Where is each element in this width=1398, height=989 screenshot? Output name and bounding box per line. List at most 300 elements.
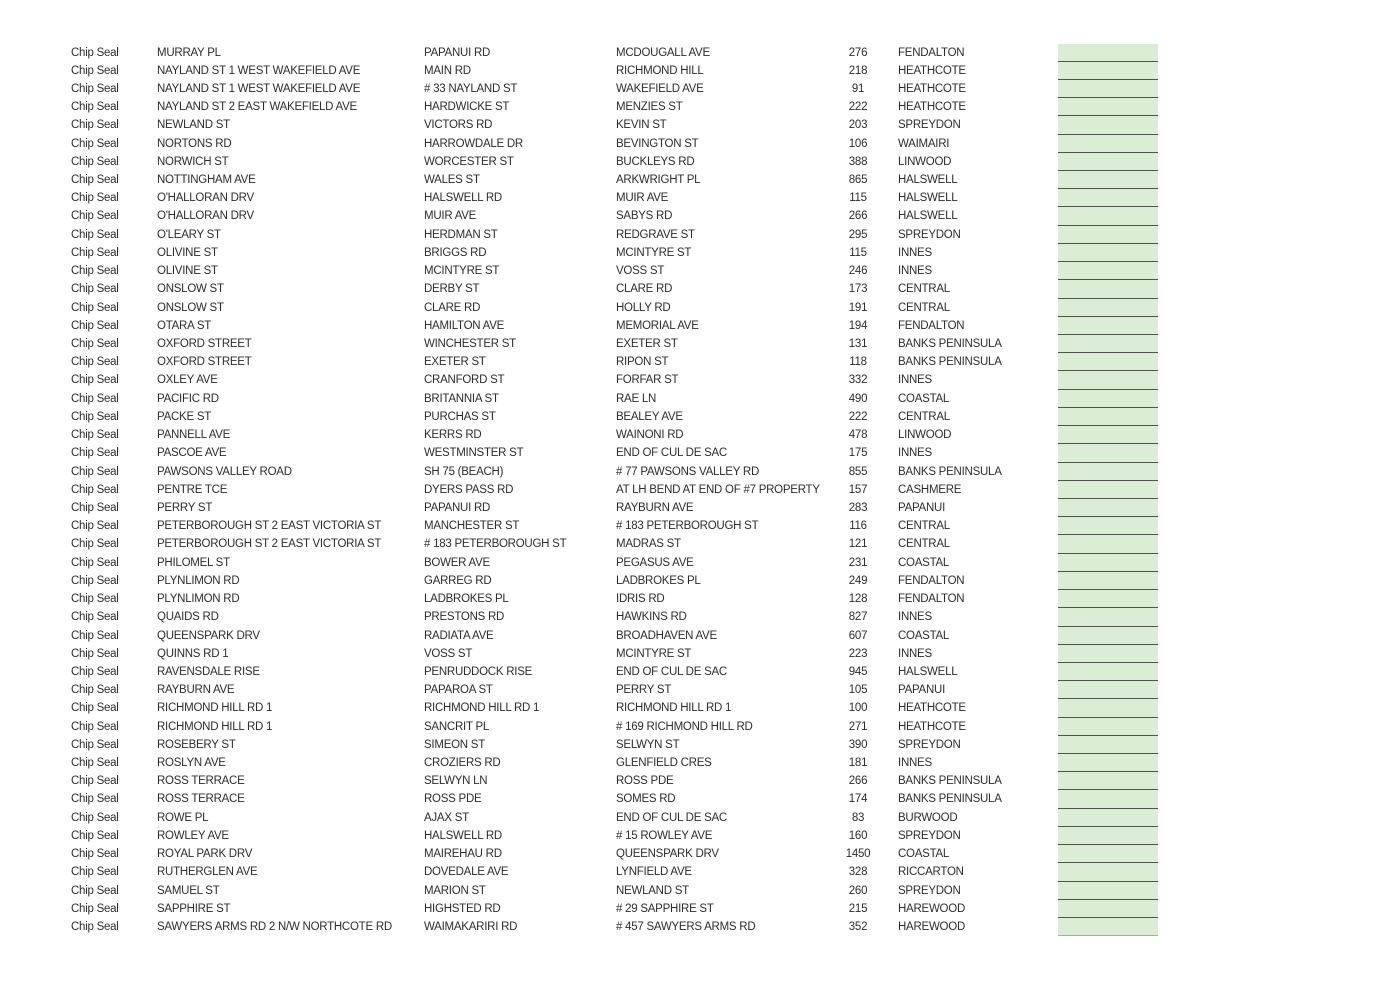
signoff-field[interactable] [1058,189,1158,207]
cell-location: RICHMOND HILL RD 1 [157,702,273,715]
cell-location: PACKE ST [157,410,212,423]
cell-length: 105 [848,684,868,697]
cell-to: RAYBURN AVE [616,501,694,514]
signoff-field[interactable] [1058,408,1158,426]
cell-activity: Chip Seal [71,228,119,241]
cell-location: ONSLOW ST [157,301,224,314]
cell-area: COASTAL [898,556,950,569]
table-row [71,645,1158,663]
cell-to: MCINTYRE ST [616,647,692,660]
cell-from: HAMILTON AVE [424,319,505,332]
table-row [71,827,1158,845]
signoff-field[interactable] [1058,809,1158,827]
signoff-field[interactable] [1058,371,1158,389]
cell-location: O'HALLORAN DRV [157,210,254,223]
cell-activity: Chip Seal [71,119,119,132]
cell-from: EXETER ST [424,356,486,369]
cell-area: BANKS PENINSULA [898,338,1002,350]
cell-area: INNES [898,611,932,624]
table-row [71,353,1158,371]
cell-area: HEATHCOTE [898,64,966,77]
cell-from: ROSS PDE [424,793,482,806]
cell-location: PHILOMEL ST [157,556,230,569]
cell-activity: Chip Seal [71,246,119,259]
table-row [71,116,1158,134]
cell-area: SPREYDON [898,884,961,897]
signoff-field[interactable] [1058,572,1158,590]
table-row [71,44,1158,62]
signoff-field[interactable] [1058,754,1158,772]
cell-area: CENTRAL [898,283,950,296]
cell-location: ROSEBERY ST [157,738,236,751]
cell-length: 115 [849,192,867,205]
cell-activity: Chip Seal [71,392,119,405]
signoff-field[interactable] [1058,390,1158,408]
cell-area: HEATHCOTE [898,720,966,733]
cell-from: BRITANNIA ST [424,392,499,405]
cell-location: ROWE PL [157,811,209,824]
signoff-field[interactable] [1058,535,1158,553]
table-row [71,426,1158,444]
table-row [71,390,1158,408]
cell-to: CLARE RD [616,283,673,296]
signoff-field[interactable] [1058,335,1158,353]
cell-activity: Chip Seal [71,556,119,569]
cell-length: 266 [848,775,868,788]
cell-from: # 33 NAYLAND ST [424,82,518,95]
signoff-field[interactable] [1058,918,1158,936]
signoff-field[interactable] [1058,317,1158,335]
table-row [71,408,1158,426]
roadworks-table [71,44,1158,937]
signoff-field[interactable] [1058,554,1158,572]
signoff-field[interactable] [1058,718,1158,736]
cell-to: NEWLAND ST [616,884,689,897]
cell-area: SPREYDON [898,228,961,241]
cell-to: LYNFIELD AVE [616,866,692,879]
cell-to: BEVINGTON ST [616,137,699,150]
table-row [71,62,1158,80]
cell-location: NEWLAND ST [157,119,230,132]
cell-activity: Chip Seal [71,465,119,478]
cell-area: FENDALTON [898,593,965,606]
cell-area: PAPANUI [898,501,946,514]
cell-to: ARKWRIGHT PL [616,174,701,187]
cell-to: FORFAR ST [616,374,679,387]
table-row [71,754,1158,772]
cell-area: SPREYDON [898,119,961,132]
table-row [71,718,1158,736]
cell-to: REDGRAVE ST [616,228,695,241]
cell-to: MENZIES ST [616,101,683,114]
signoff-field[interactable] [1058,663,1158,681]
cell-activity: Chip Seal [71,64,119,77]
signoff-field[interactable] [1058,645,1158,663]
cell-location: RAVENSDALE RISE [157,665,260,678]
cell-area: FENDALTON [898,319,965,332]
cell-from: DOVEDALE AVE [424,866,509,879]
cell-area: HAREWOOD [898,902,965,915]
cell-to: BROADHAVEN AVE [616,629,717,642]
cell-to: ROSS PDE [616,775,674,788]
signoff-field[interactable] [1058,444,1158,462]
cell-length: 157 [848,483,868,496]
signoff-field[interactable] [1058,627,1158,645]
cell-to: PERRY ST [616,684,672,697]
cell-to: # 457 SAWYERS ARMS RD [616,921,756,933]
cell-activity: Chip Seal [71,210,119,223]
signoff-field[interactable] [1058,772,1158,790]
cell-area: INNES [898,265,932,278]
cell-length: 203 [848,119,868,132]
cell-to: BEALEY AVE [616,410,683,423]
table-row [71,371,1158,389]
table-row [71,517,1158,535]
table-row [71,900,1158,918]
cell-length: 271 [848,720,868,733]
cell-from: MARION ST [424,884,486,897]
cell-activity: Chip Seal [71,429,119,442]
cell-activity: Chip Seal [71,720,119,733]
cell-length: 131 [848,338,868,350]
cell-from: PAPAROA ST [424,684,493,697]
cell-length: 249 [848,574,868,587]
cell-length: 174 [848,793,868,806]
cell-location: ROSS TERRACE [157,793,245,806]
cell-area: HEATHCOTE [898,702,966,715]
cell-length: 83 [851,811,865,824]
cell-from: PRESTONS RD [424,611,505,624]
cell-area: BANKS PENINSULA [898,465,1002,478]
cell-area: HALSWELL [898,210,958,223]
cell-length: 945 [848,665,868,678]
table-row [71,863,1158,881]
cell-from: HERDMAN ST [424,228,498,241]
cell-length: 231 [848,556,868,569]
signoff-field[interactable] [1058,299,1158,317]
cell-area: LINWOOD [898,155,952,168]
cell-area: INNES [898,757,932,770]
cell-activity: Chip Seal [71,793,119,806]
cell-location: SAMUEL ST [157,884,220,897]
cell-activity: Chip Seal [71,356,119,369]
cell-from: MCINTYRE ST [424,265,500,278]
cell-location: OLIVINE ST [157,265,218,278]
cell-length: 223 [848,647,868,660]
table-row [71,98,1158,116]
cell-location: PETERBOROUGH ST 2 EAST VICTORIA ST [157,538,382,551]
cell-from: MANCHESTER ST [424,520,520,533]
cell-activity: Chip Seal [71,593,119,606]
cell-length: 865 [848,174,868,187]
cell-location: ROSS TERRACE [157,775,245,788]
cell-length: 607 [848,629,868,642]
cell-area: CENTRAL [898,301,950,314]
table-row [71,535,1158,553]
table-row [71,554,1158,572]
cell-to: QUEENSPARK DRV [616,848,719,861]
cell-from: CRANFORD ST [424,374,505,387]
table-row [71,317,1158,335]
cell-area: HEATHCOTE [898,82,966,95]
cell-activity: Chip Seal [71,665,119,678]
signoff-field[interactable] [1058,681,1158,699]
cell-location: PANNELL AVE [157,429,231,442]
cell-activity: Chip Seal [71,574,119,587]
cell-length: 218 [848,64,868,77]
cell-from: WORCESTER ST [424,155,514,168]
cell-area: HALSWELL [898,192,958,205]
signoff-field[interactable] [1058,863,1158,881]
cell-length: 352 [848,921,868,933]
cell-to: EXETER ST [616,338,678,350]
table-row [71,135,1158,153]
cell-area: HALSWELL [898,174,958,187]
cell-activity: Chip Seal [71,921,119,933]
cell-length: 91 [851,82,865,95]
cell-area: BANKS PENINSULA [898,793,1002,806]
cell-length: 246 [848,265,868,278]
cell-length: 855 [848,465,868,478]
cell-activity: Chip Seal [71,902,119,915]
signoff-field[interactable] [1058,736,1158,754]
cell-length: 390 [848,738,868,751]
signoff-field[interactable] [1058,463,1158,481]
signoff-field[interactable] [1058,827,1158,845]
cell-activity: Chip Seal [71,265,119,278]
table-row [71,882,1158,900]
cell-to: # 29 SAPPHIRE ST [616,902,714,915]
signoff-field[interactable] [1058,280,1158,298]
table-row [71,590,1158,608]
table-row [71,627,1158,645]
cell-activity: Chip Seal [71,155,119,168]
signoff-field[interactable] [1058,900,1158,918]
cell-location: PETERBOROUGH ST 2 EAST VICTORIA ST [157,520,382,533]
cell-length: 116 [849,520,867,533]
cell-to: WAINONI RD [616,429,684,442]
cell-area: COASTAL [898,392,950,405]
road-table-body [71,44,1158,937]
table-row [71,189,1158,207]
signoff-field[interactable] [1058,481,1158,499]
table-row [71,608,1158,626]
table-row [71,207,1158,225]
table-row [71,681,1158,699]
cell-area: INNES [898,447,932,460]
cell-from: CROZIERS RD [424,757,501,770]
signoff-field[interactable] [1058,790,1158,808]
signoff-field[interactable] [1058,135,1158,153]
cell-to: END OF CUL DE SAC [616,811,727,824]
cell-to: SELWYN ST [616,738,680,751]
signoff-field[interactable] [1058,116,1158,134]
cell-from: WINCHESTER ST [424,338,516,350]
signoff-field[interactable] [1058,845,1158,863]
cell-location: NORWICH ST [157,155,229,168]
table-row [71,299,1158,317]
cell-from: MAIREHAU RD [424,848,502,861]
cell-location: OTARA ST [157,319,212,332]
cell-from: HALSWELL RD [424,829,502,842]
cell-from: RICHMOND HILL RD 1 [424,702,540,715]
cell-area: HAREWOOD [898,921,965,933]
cell-area: RICCARTON [898,866,964,879]
cell-activity: Chip Seal [71,338,119,350]
signoff-field[interactable] [1058,426,1158,444]
table-row [71,572,1158,590]
cell-activity: Chip Seal [71,829,119,842]
cell-location: ROSLYN AVE [157,757,226,770]
table-row [71,335,1158,353]
cell-activity: Chip Seal [71,101,119,114]
cell-from: BOWER AVE [424,556,490,569]
cell-location: OXFORD STREET [157,356,252,369]
signoff-field[interactable] [1058,882,1158,900]
signoff-field[interactable] [1058,153,1158,171]
cell-from: MUIR AVE [424,210,477,223]
cell-location: MURRAY PL [157,46,221,59]
cell-length: 215 [848,902,868,915]
cell-activity: Chip Seal [71,319,119,332]
cell-activity: Chip Seal [71,611,119,624]
cell-length: 388 [848,155,868,168]
cell-from: HARROWDALE DR [424,137,523,150]
table-row [71,499,1158,517]
signoff-field[interactable] [1058,62,1158,80]
cell-length: 222 [848,101,868,114]
cell-location: ONSLOW ST [157,283,224,296]
cell-length: 100 [848,702,868,715]
cell-activity: Chip Seal [71,82,119,95]
cell-location: O'HALLORAN DRV [157,192,254,205]
cell-to: HOLLY RD [616,301,671,314]
cell-activity: Chip Seal [71,811,119,824]
cell-from: PENRUDDOCK RISE [424,665,533,678]
signoff-field[interactable] [1058,499,1158,517]
cell-to: IDRIS RD [616,593,665,606]
cell-location: QUINNS RD 1 [157,647,229,660]
cell-to: RAE LN [616,392,657,405]
signoff-field[interactable] [1058,244,1158,262]
cell-to: KEVIN ST [616,119,667,132]
cell-from: SIMEON ST [424,738,486,751]
cell-activity: Chip Seal [71,447,119,460]
cell-from: HALSWELL RD [424,192,502,205]
cell-from: VOSS ST [424,647,473,660]
cell-to: MCINTYRE ST [616,246,692,259]
cell-activity: Chip Seal [71,647,119,660]
cell-from: PURCHAS ST [424,410,496,423]
cell-from: DERBY ST [424,283,480,296]
signoff-field[interactable] [1058,171,1158,189]
signoff-field[interactable] [1058,226,1158,244]
cell-from: KERRS RD [424,429,482,442]
cell-to: LADBROKES PL [616,574,701,587]
cell-length: 194 [848,319,868,332]
signoff-field[interactable] [1058,517,1158,535]
cell-length: 1450 [845,848,871,861]
cell-area: FENDALTON [898,46,965,59]
table-row [71,809,1158,827]
cell-from: HIGHSTED RD [424,902,501,915]
signoff-field[interactable] [1058,80,1158,98]
signoff-field[interactable] [1058,98,1158,116]
cell-area: INNES [898,246,932,259]
cell-length: 118 [849,356,867,369]
cell-from: SELWYN LN [424,775,488,788]
cell-activity: Chip Seal [71,483,119,496]
cell-area: SPREYDON [898,829,961,842]
signoff-field[interactable] [1058,608,1158,626]
cell-activity: Chip Seal [71,866,119,879]
table-row [71,80,1158,98]
cell-to: MEMORIAL AVE [616,319,699,332]
cell-activity: Chip Seal [71,738,119,751]
cell-location: PENTRE TCE [157,483,228,496]
signoff-field[interactable] [1058,590,1158,608]
cell-area: INNES [898,647,932,660]
cell-to: MCDOUGALL AVE [616,46,710,59]
cell-area: BANKS PENINSULA [898,775,1002,788]
signoff-field[interactable] [1058,44,1158,62]
cell-location: NOTTINGHAM AVE [157,174,256,187]
signoff-field[interactable] [1058,207,1158,225]
cell-to: GLENFIELD CRES [616,757,712,770]
cell-activity: Chip Seal [71,520,119,533]
table-row [71,444,1158,462]
cell-activity: Chip Seal [71,501,119,514]
cell-to: BUCKLEYS RD [616,155,695,168]
cell-to: RICHMOND HILL [616,64,704,77]
cell-location: RUTHERGLEN AVE [157,866,258,879]
table-row [71,226,1158,244]
cell-to: PEGASUS AVE [616,556,694,569]
cell-area: PAPANUI [898,684,946,697]
cell-location: OXFORD STREET [157,338,252,350]
cell-from: PAPANUI RD [424,501,491,514]
cell-from: AJAX ST [424,811,469,824]
cell-activity: Chip Seal [71,374,119,387]
cell-location: ROWLEY AVE [157,829,229,842]
cell-to: END OF CUL DE SAC [616,447,727,460]
cell-area: SPREYDON [898,738,961,751]
cell-location: SAPPHIRE ST [157,902,231,915]
signoff-field[interactable] [1058,262,1158,280]
cell-to: RICHMOND HILL RD 1 [616,702,732,715]
cell-area: COASTAL [898,629,950,642]
signoff-field[interactable] [1058,699,1158,717]
signoff-field[interactable] [1058,353,1158,371]
cell-from: SH 75 (BEACH) [424,465,504,478]
cell-to: # 183 PETERBOROUGH ST [616,520,759,533]
cell-length: 191 [848,301,868,314]
cell-activity: Chip Seal [71,684,119,697]
cell-to: VOSS ST [616,265,665,278]
cell-activity: Chip Seal [71,192,119,205]
cell-length: 283 [848,501,868,514]
cell-from: BRIGGS RD [424,246,487,259]
table-row [71,790,1158,808]
cell-location: PAWSONS VALLEY ROAD [157,465,292,478]
cell-area: FENDALTON [898,574,965,587]
cell-length: 181 [848,757,868,770]
cell-area: CENTRAL [898,520,950,533]
cell-location: ROYAL PARK DRV [157,848,253,861]
cell-to: HAWKINS RD [616,611,687,624]
cell-location: OLIVINE ST [157,246,218,259]
cell-from: SANCRIT PL [424,720,490,733]
